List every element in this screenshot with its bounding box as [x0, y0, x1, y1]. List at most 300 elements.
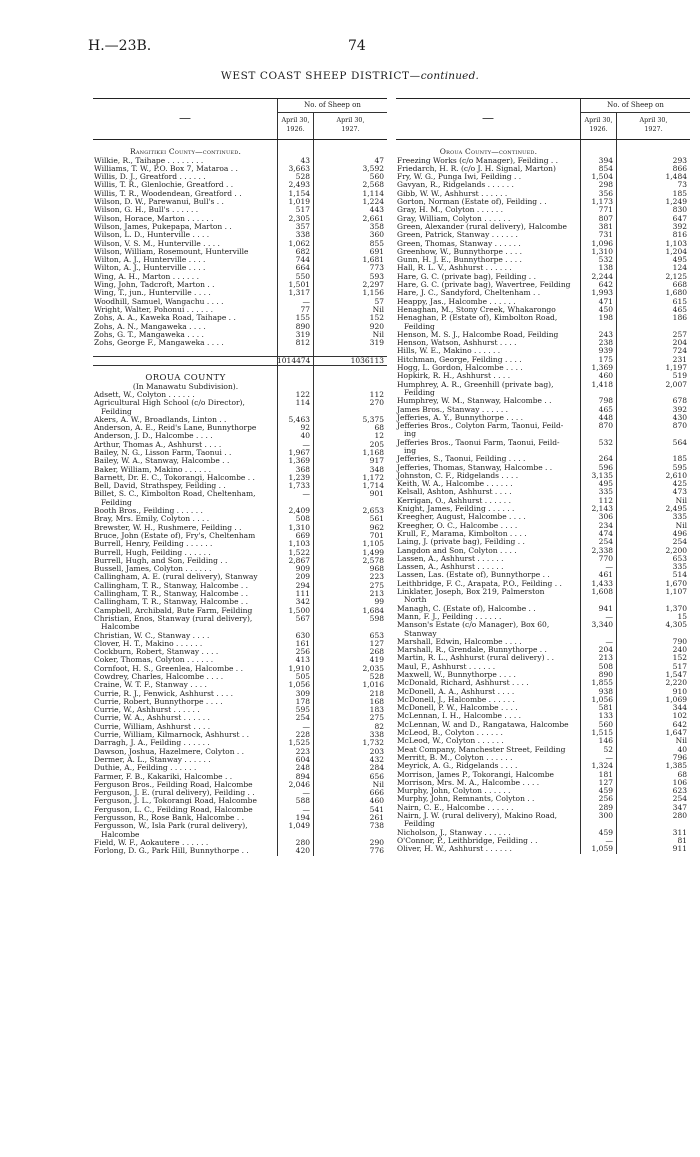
table-row	[396, 165, 690, 173]
sheep-1927	[313, 140, 387, 148]
owner-name	[93, 366, 277, 374]
sheep-1927: 496	[672, 528, 687, 538]
table-row	[396, 455, 690, 463]
sheep-1926: 770	[598, 553, 613, 563]
year1-line2: 1926.	[589, 125, 608, 133]
table-row	[93, 231, 387, 239]
table-row	[93, 532, 387, 540]
owner-name: Gorton, Norman (Estate of), Feilding . .	[397, 198, 547, 207]
table-row	[93, 714, 387, 722]
sheep-1926: 2,409	[288, 506, 310, 516]
sheep-1926: 1,418	[591, 379, 613, 389]
sheep-1927: 2,200	[665, 545, 687, 555]
owner-name: Martin, R. L., Ashhurst (rural delivery) . .	[397, 654, 555, 663]
table-row	[396, 729, 690, 737]
sheep-1926: 2,493	[288, 180, 310, 190]
table-row	[396, 397, 690, 405]
owner-name: Henaghan, M., Stony Creek, Whakarongo	[397, 305, 556, 314]
year2-line1: April 30,	[639, 116, 668, 124]
sheep-1927: 1,370	[665, 603, 687, 613]
owner-name: Hopkirk, R. H., Ashhurst . . . .	[397, 372, 511, 381]
sheep-1927: 257	[672, 329, 687, 339]
table-row	[396, 712, 690, 720]
owner-name: Dawson, Joshua, Hazelmere, Colyton . .	[94, 747, 245, 756]
owner-name: Rangitikei County—continued.	[129, 148, 242, 157]
owner-name: Anderson, A. E., Reid's Lane, Bunnythorpe	[94, 424, 257, 433]
title-main: WEST COAST SHEEP DISTRICT—	[220, 70, 421, 82]
sheep-1927: 112	[369, 389, 384, 399]
sheep-1926: 495	[598, 479, 613, 489]
sheep-1926: 642	[598, 280, 613, 290]
sheep-1927: 127	[369, 638, 384, 648]
table-row	[396, 306, 690, 314]
owner-name: Oroua County—continued.	[439, 148, 538, 157]
table-row	[396, 771, 690, 779]
sheep-count-header: No. of Sheep on	[580, 99, 690, 113]
sheep-1927: 816	[672, 230, 687, 240]
sheep-1926: 505	[295, 672, 310, 681]
owner-name: Callingham, T. R., Stanway, Halcombe . .	[94, 598, 249, 607]
sheep-1927: 183	[369, 705, 384, 715]
sheep-1927: 560	[369, 172, 384, 182]
owner-name: Hogg, L. Gordon, Halcombe . . . .	[397, 364, 523, 373]
sheep-1927: 419	[369, 655, 384, 665]
table-row	[93, 273, 387, 281]
sheep-1927: 653	[672, 553, 687, 563]
sheep-1927: 432	[369, 754, 384, 764]
table-row	[396, 837, 690, 845]
table-row	[396, 231, 690, 239]
owner-name: Fergusson, W., Isla Park (rural delivery),	[94, 822, 248, 831]
table-row	[93, 366, 387, 374]
table-row	[396, 347, 690, 355]
sheep-1927: 344	[672, 703, 687, 713]
sheep-1927	[313, 374, 387, 382]
table-row	[396, 298, 690, 306]
table-row	[93, 240, 387, 248]
owner-name: Booth Bros., Feilding . . . . . .	[94, 507, 203, 516]
sheep-1927: 240	[672, 645, 687, 655]
owner-name: Bell, David, Strathspey, Feilding . .	[94, 482, 226, 491]
header-dash: —	[482, 111, 494, 125]
owner-name: Green, Patrick, Stanway . . . . . .	[397, 231, 518, 240]
table-row	[396, 314, 690, 322]
table-row	[396, 240, 690, 248]
sheep-1927: 254	[672, 794, 687, 804]
sheep-1927: 1,224	[362, 197, 384, 207]
sheep-1926: 465	[598, 404, 613, 414]
table-row	[93, 822, 387, 830]
sheep-1926: —	[605, 562, 613, 572]
table-row	[93, 441, 387, 449]
owner-name: Gray, William, Colyton . . . . . .	[397, 214, 511, 223]
year2-line2: 1927.	[341, 125, 360, 133]
sheep-1927: 1,732	[362, 738, 384, 748]
sheep-1927: 319	[369, 338, 384, 348]
table-row	[396, 281, 690, 289]
table-row	[396, 447, 690, 455]
sheep-1926: 450	[598, 304, 613, 314]
table-row	[396, 439, 690, 447]
sheep-1926: 309	[295, 688, 310, 698]
sheep-1927: 2,035	[362, 663, 384, 673]
sheep-1926: 517	[295, 205, 310, 215]
sheep-1926	[277, 366, 313, 374]
table-row	[93, 449, 387, 457]
sheep-1926: 630	[295, 630, 310, 640]
table-row	[93, 673, 387, 681]
owner-name: Agricultural High School (c/o Director),	[94, 399, 245, 408]
header-dash: —	[179, 111, 191, 125]
owner-name: Friedarch, H. R. (c/o J. H. Signal, Marton)	[397, 164, 556, 173]
sheep-1926: —	[302, 296, 310, 306]
table-row	[93, 140, 387, 148]
sheep-1927: 691	[369, 246, 384, 256]
year-1927-header	[313, 113, 387, 139]
sheep-1927: 473	[672, 487, 687, 497]
sheep-1926: 1,310	[288, 522, 310, 532]
sheep-1926: 588	[295, 796, 310, 806]
year1-line2: 1926.	[286, 125, 305, 133]
page-number: 74	[348, 38, 366, 54]
sheep-1927: 830	[672, 205, 687, 215]
sheep-1927: 2,610	[665, 470, 687, 480]
owner-name: Billet, S. C., Kimbolton Road, Cheltenham,	[94, 490, 256, 499]
table-row	[396, 198, 690, 206]
table-row	[93, 557, 387, 565]
table-row	[93, 681, 387, 689]
table-row	[93, 281, 387, 289]
table-row	[396, 845, 690, 853]
sheep-1926: 1,855	[591, 678, 613, 688]
sheep-1926: 939	[598, 346, 613, 356]
sheep-1926: 254	[598, 537, 613, 547]
owner-name: Maul, F., Ashhurst . . . . . .	[397, 662, 496, 671]
right-table-header	[396, 98, 690, 140]
sheep-1926: 122	[295, 389, 310, 399]
owner-name: Ferguson, J. L., Tokorangi Road, Halcombe	[94, 797, 257, 806]
table-row	[396, 804, 690, 812]
sheep-1926	[277, 374, 313, 382]
sheep-1927: 2,297	[362, 280, 384, 290]
owner-name: Keith, W. A., Halcombe . . . . . .	[397, 480, 513, 489]
sheep-1927: 517	[672, 661, 687, 671]
table-row	[396, 787, 690, 795]
sheep-1927: 678	[672, 396, 687, 406]
owner-name: McLennan, I. H., Halcombe . . . .	[397, 712, 522, 721]
sheep-1926: 1,369	[288, 456, 310, 466]
owner-name: Henson, Watson, Ashhurst . . . .	[397, 339, 517, 348]
sheep-1926: 342	[295, 597, 310, 607]
table-row	[396, 513, 690, 521]
table-row	[93, 256, 387, 264]
table-row	[396, 389, 690, 397]
sheep-1926: 890	[598, 670, 613, 679]
sheep-1926: 604	[295, 754, 310, 764]
sheep-1926: 474	[598, 528, 613, 538]
sheep-1926: —	[302, 804, 310, 814]
table-row	[396, 339, 690, 347]
owner-name: Nicholson, J., Stanway . . . . . .	[397, 828, 511, 837]
sheep-1926: 3,135	[591, 470, 613, 480]
table-row	[396, 372, 690, 380]
table-row	[93, 806, 387, 814]
table-row	[396, 497, 690, 505]
sheep-1927: 4,305	[665, 620, 687, 630]
table-row	[93, 773, 387, 781]
year-1926-header	[277, 113, 313, 139]
owner-name: Feilding	[101, 498, 132, 507]
table-row	[93, 607, 387, 615]
owner-name: Feilding	[404, 388, 435, 397]
table-row	[396, 696, 690, 704]
owner-name: Hall, R. L. V., Ashhurst . . . . . .	[397, 264, 512, 273]
sheep-1927: 1,069	[665, 694, 687, 704]
owner-name: Bussell, James, Colyton . . . . . .	[94, 565, 212, 574]
sheep-1927: 724	[672, 346, 687, 356]
owner-name: Murphy, John, Colyton . . . . . .	[397, 787, 511, 796]
table-row	[396, 621, 690, 629]
sheep-1927: 1,204	[665, 246, 687, 256]
sheep-1926: 133	[598, 711, 613, 721]
sheep-1927: 866	[672, 163, 687, 173]
table-row	[396, 181, 690, 189]
sheep-1926: 77	[300, 304, 310, 314]
sheep-1927: Nil	[675, 520, 687, 530]
sheep-1926: 870	[598, 421, 613, 431]
sheep-1926	[277, 347, 313, 355]
owner-name: Willis, T. R., Woodendean, Greatford . .	[94, 189, 242, 198]
owner-name: Morrison, James P., Tokorangi, Halcombe	[397, 770, 554, 779]
table-row	[93, 223, 387, 231]
sheep-1927: 2,007	[665, 379, 687, 389]
sheep-1926: 413	[295, 655, 310, 665]
sheep-1927: 1,680	[665, 288, 687, 298]
sheep-1926: 381	[598, 221, 613, 231]
sheep-1927: 82	[374, 721, 384, 731]
owner-name: Ferguson, J. E. (rural delivery), Feilding . .	[94, 789, 255, 798]
table-row	[93, 432, 387, 440]
table-row	[396, 737, 690, 745]
sheep-1926: 1,173	[591, 197, 613, 207]
sheep-1927: 2,661	[362, 213, 384, 223]
table-row	[93, 731, 387, 739]
owner-name: Wilton, A. J., Hunterville . . . .	[94, 264, 206, 273]
owner-name: Clover, H. T., Makino . . . . . .	[94, 639, 203, 648]
table-row	[396, 663, 690, 671]
sheep-1926: 532	[598, 255, 613, 265]
owner-name: Linklater, Joseph, Box 219, Palmerston	[397, 588, 545, 597]
sheep-1926: 138	[598, 263, 613, 273]
table-row	[93, 656, 387, 664]
sheep-1926: 771	[598, 205, 613, 215]
owner-name: Currie, W., Ashhurst . . . . . .	[94, 706, 200, 715]
sheep-1926: —	[605, 611, 613, 621]
owner-name	[396, 140, 580, 148]
table-row	[396, 206, 690, 214]
table-row	[396, 464, 690, 472]
sheep-1926: 335	[598, 487, 613, 497]
sheep-1926: 256	[295, 647, 310, 657]
sheep-1927: 1,114	[362, 188, 384, 198]
owner-name: Jefferies, A. Y., Bunnythorpe . . . .	[397, 413, 524, 422]
owner-name: Langdon and Son, Colyton . . . .	[397, 546, 517, 555]
table-row	[93, 323, 387, 331]
owner-name: Leithbridge, F. C., Arapata, P.O., Feilding . .	[397, 579, 562, 588]
sheep-1926: 43	[300, 155, 310, 165]
sheep-1927: 1,681	[362, 255, 384, 265]
table-row	[93, 482, 387, 490]
table-row	[396, 588, 690, 596]
sheep-1927: 205	[369, 439, 384, 449]
sheep-1927: 668	[672, 280, 687, 290]
sheep-1927: 1,547	[665, 670, 687, 679]
sheep-1926: 1,504	[591, 172, 613, 182]
owner-name: Burrell, Hugh, Feilding . . . . . .	[94, 548, 211, 557]
owner-name: Murphy, John, Remnants, Colyton . .	[397, 795, 535, 804]
sheep-1927: 2,568	[362, 180, 384, 190]
table-row	[93, 264, 387, 272]
owner-name: Knight, James, Feilding . . . . . .	[397, 505, 515, 514]
owner-name: Callingham, T. R., Stanway, Halcombe . .	[94, 590, 249, 599]
table-row	[396, 364, 690, 372]
owner-name: McDonell, P. W., Halcombe . . . .	[397, 704, 518, 713]
owner-name: Johnston, C. F., Ridgelands . . . .	[397, 471, 519, 480]
sheep-1927: 623	[672, 786, 687, 796]
owner-name: Wing, John, Tadcroft, Marton . .	[94, 281, 215, 290]
table-row	[93, 598, 387, 606]
sheep-1927	[313, 366, 387, 374]
table-row	[93, 190, 387, 198]
table-row	[93, 298, 387, 306]
table-row	[396, 605, 690, 613]
owner-name: Feilding	[101, 407, 132, 416]
owner-name: Wilson, V. S. M., Hunterville . . . .	[94, 239, 220, 248]
sheep-1926: 2,867	[288, 555, 310, 565]
table-row	[93, 424, 387, 432]
sheep-1927: 261	[369, 813, 384, 823]
table-row	[396, 646, 690, 654]
owner-name: Christian, Enos, Stanway (rural delivery),	[94, 614, 253, 623]
sheep-1927: 1,107	[665, 587, 687, 597]
table-row	[93, 289, 387, 297]
sheep-1926: 744	[295, 255, 310, 265]
sheep-1927: 615	[672, 296, 687, 306]
sheep-1927: 186	[672, 313, 687, 323]
table-row	[93, 814, 387, 822]
owner-name: Bailey, W. A., Stanway, Halcombe . .	[94, 457, 230, 466]
owner-name: Jefferies Bros., Taonui Farm, Taonui, Feild-	[397, 438, 560, 447]
sheep-1926: 2,244	[591, 271, 613, 281]
table-row	[396, 472, 690, 480]
owner-name: Adsett, W., Colyton . . . . . .	[94, 390, 195, 399]
table-row	[396, 331, 690, 339]
sheep-1926: 209	[295, 572, 310, 582]
sheep-1927: 152	[369, 313, 384, 323]
sheep-1926: 2,305	[288, 213, 310, 223]
sheep-1926: 528	[295, 172, 310, 182]
sheep-1926: 560	[598, 719, 613, 729]
owner-name: Field, W. F., Aokautere . . . . . .	[94, 838, 209, 847]
sheep-1927: 1,172	[362, 472, 384, 482]
table-row	[93, 831, 387, 839]
sheep-1926: —	[302, 788, 310, 798]
table-row	[93, 764, 387, 772]
sheep-1927: 275	[369, 713, 384, 723]
sheep-1927: 185	[672, 454, 687, 464]
sheep-1926: 254	[295, 713, 310, 723]
owner-name: Feilding	[404, 322, 435, 331]
sheep-1926: 238	[598, 338, 613, 348]
owner-name: Freezing Works (c/o Manager), Feilding . .	[397, 156, 559, 165]
sheep-1926: 1,433	[591, 578, 613, 588]
sheep-1926: 213	[598, 653, 613, 663]
owner-name: Meat Company, Manchester Street, Feilding	[397, 745, 566, 754]
sheep-1927: 855	[369, 238, 384, 248]
sheep-1927: 1,484	[665, 172, 687, 182]
sheep-1926: 1,525	[288, 738, 310, 748]
owner-name: Baker, William, Makino . . . . . .	[94, 465, 212, 474]
owner-name: Ferguson, L. C., Feilding Road, Halcombe	[94, 805, 253, 814]
owner-name: Kelsall, Ashton, Ashhurst . . . .	[397, 488, 512, 497]
owner-name: Green, Alexander (rural delivery), Halcombe	[397, 222, 567, 231]
sheep-1926: —	[605, 835, 613, 845]
owner-name: Duthie, A., Feilding . . . . . .	[94, 764, 197, 773]
owner-name: Manson's Estate (c/o Manager), Box 60,	[397, 621, 550, 630]
sheep-1927	[313, 347, 387, 355]
table-row	[93, 466, 387, 474]
owner-name: Cowdrey, Charles, Halcombe . . . .	[94, 673, 224, 681]
sheep-1926: 1,910	[288, 663, 310, 673]
sheep-1926: —	[302, 439, 310, 449]
sheep-1926: 40	[300, 431, 310, 441]
sheep-1927: 15	[677, 611, 687, 621]
table-row	[93, 698, 387, 706]
owner-name: OROUA COUNTY	[145, 374, 226, 383]
sheep-1927: 68	[677, 769, 687, 779]
owner-name: Fry, W. G., Punga Iwi, Feilding . .	[397, 173, 522, 182]
sheep-1927: 460	[369, 796, 384, 806]
owner-name	[93, 347, 277, 355]
sheep-1926: 5,463	[288, 414, 310, 424]
sheep-1927: 47	[374, 155, 384, 165]
table-row	[396, 596, 690, 604]
table-row	[396, 140, 690, 148]
sheep-1927: 425	[672, 479, 687, 489]
sheep-1927: 254	[672, 537, 687, 547]
owner-name: Wing, T., jun., Hunterville . . . .	[94, 289, 211, 298]
table-row	[93, 416, 387, 424]
sheep-1926: 567	[295, 613, 310, 623]
table-row	[396, 547, 690, 555]
sheep-1926: 1,059	[591, 844, 613, 854]
sheep-1927: 1,156	[362, 288, 384, 298]
owner-name: Willis, T. R., Glenlochie, Greatford . .	[94, 181, 234, 190]
table-row	[93, 706, 387, 714]
owner-name: Hare, G. C. (private bag), Wavertree, Feilding	[397, 281, 571, 290]
sheep-1926: 306	[598, 512, 613, 522]
sheep-1926: 596	[598, 462, 613, 472]
owner-name: Currie, William, Kilmarnock, Ashhurst . .	[94, 731, 250, 740]
sheep-1927: 231	[672, 354, 687, 364]
sheep-1927: 335	[672, 562, 687, 572]
sheep-1926: 300	[598, 811, 613, 821]
table-row	[93, 515, 387, 523]
sheep-1926: 161	[295, 638, 310, 648]
owner-name: Wilton, A. J., Hunterville . . . .	[94, 256, 206, 265]
year-1927-header	[616, 113, 690, 139]
sheep-1927: 595	[672, 462, 687, 472]
